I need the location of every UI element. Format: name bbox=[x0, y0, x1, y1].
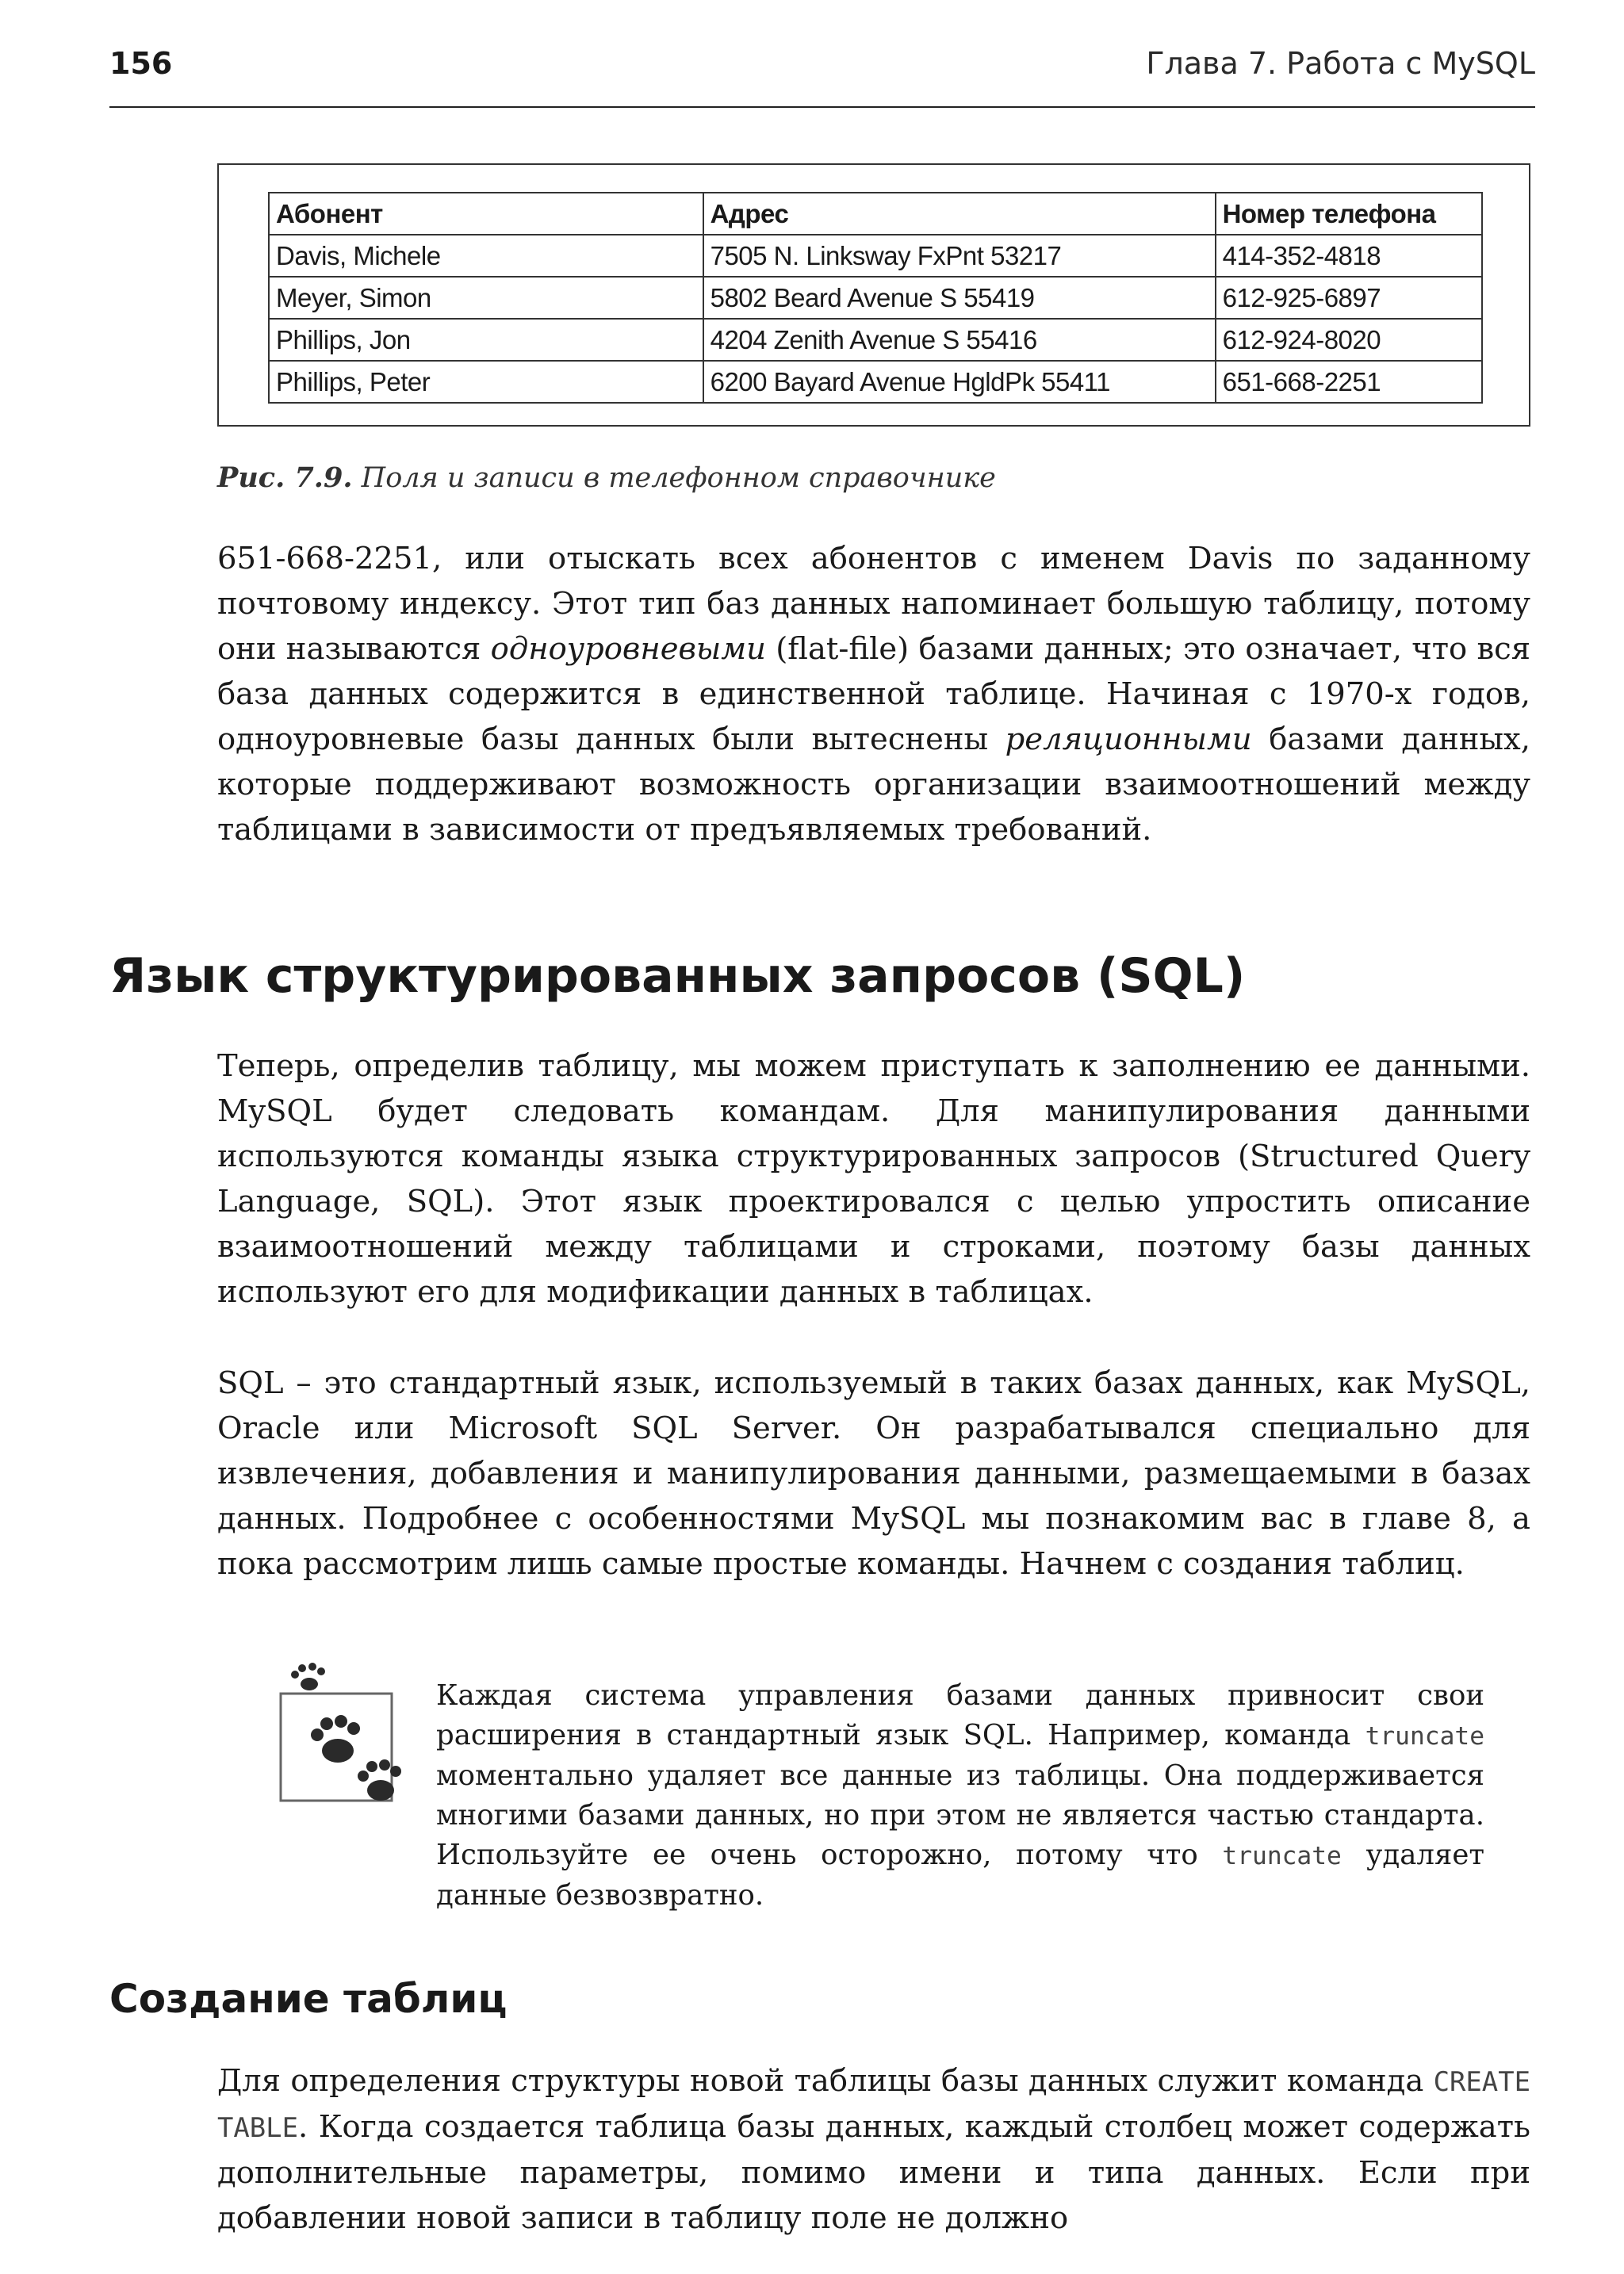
figure-caption bbox=[217, 461, 996, 494]
paragraph-create-table bbox=[217, 2058, 1530, 2241]
note-text: удаляет данные безвозвратно. bbox=[436, 1839, 1484, 1912]
table-cell-subscriber: Phillips, Peter bbox=[269, 361, 703, 403]
table-row bbox=[269, 235, 1482, 277]
note-text: моментально удаляет все данные из таблицы. Она поддерживается многими базами данных, но при этом не является частью стандарта. Используйте ее очень осторожно, потому что bbox=[436, 1759, 1484, 1871]
column-header-subscriber: Абонент bbox=[269, 193, 703, 235]
paragraph-flat-file bbox=[217, 536, 1530, 852]
page-number: 156 bbox=[109, 46, 173, 81]
column-header-address: Адрес bbox=[703, 193, 1216, 235]
section-heading-create-tables: Создание таблиц bbox=[109, 1976, 508, 2022]
table-header-row bbox=[269, 193, 1482, 235]
note-truncate bbox=[436, 1676, 1484, 1916]
table-row bbox=[269, 277, 1482, 319]
code-create-table: CREATE TABLE bbox=[217, 2066, 1530, 2143]
code-truncate: truncate bbox=[1365, 1722, 1484, 1751]
paragraph-text: Для определения структуры новой таблицы базы данных служит команда bbox=[217, 2063, 1434, 2099]
paragraph-text: базами данных, которые поддерживают возможность организации взаимоотношений между таблицами в зависимости от предъявляемых требований. bbox=[217, 722, 1530, 848]
emphasis-term: реляционными bbox=[1005, 722, 1252, 757]
table-cell-address: 4204 Zenith Avenue S 55416 bbox=[703, 319, 1216, 361]
paragraph-text: (flat-file) базами данных; это означает, что вся база данных содержится в единственной таблице. Начиная с 1970-х годов, одноуровневые базы данных были вытеснены bbox=[217, 631, 1531, 757]
table-cell-address: 5802 Beard Avenue S 55419 bbox=[703, 277, 1216, 319]
paw-prints-note-icon bbox=[276, 1662, 411, 1813]
paragraph-text: 651-668-2251, или отыскать всех абонентов с именем Davis по заданному почтовому индексу. Этот тип баз данных напоминает большую таблицу, потому они называются bbox=[217, 541, 1530, 667]
paragraph-text: . Когда создается таблица базы данных, каждый столбец может содержать дополнительные параметры, помимо имени и типа данных. Если при добавлении новой записи в таблицу поле не должно bbox=[217, 2109, 1530, 2236]
table-cell-address: 7505 N. Linksway FxPnt 53217 bbox=[703, 235, 1216, 277]
table-cell-phone: 612-924-8020 bbox=[1216, 319, 1482, 361]
note-text: Каждая система управления базами данных привносит свои расширения в стандартный язык SQL. Например, команда bbox=[436, 1679, 1484, 1751]
emphasis-term: одноуровневыми bbox=[490, 631, 766, 667]
phonebook-table bbox=[268, 192, 1483, 404]
figure-caption-text: Поля и записи в телефонном справочнике bbox=[361, 462, 996, 494]
header-rule bbox=[109, 106, 1535, 108]
table-row bbox=[269, 361, 1482, 403]
table-cell-address: 6200 Bayard Avenue HgldPk 55411 bbox=[703, 361, 1216, 403]
table-cell-subscriber: Phillips, Jon bbox=[269, 319, 703, 361]
table-cell-phone: 414-352-4818 bbox=[1216, 235, 1482, 277]
table-cell-phone: 612-925-6897 bbox=[1216, 277, 1482, 319]
table-row bbox=[269, 319, 1482, 361]
code-truncate: truncate bbox=[1222, 1842, 1342, 1870]
column-header-phone: Номер телефона bbox=[1216, 193, 1482, 235]
running-head: Глава 7. Работа с MySQL bbox=[1146, 46, 1535, 81]
figure-caption-label: Рис. 7.9. bbox=[217, 461, 353, 494]
table-cell-subscriber: Meyer, Simon bbox=[269, 277, 703, 319]
paragraph-sql-standard: SQL – это стандартный язык, используемый в таких базах данных, как MySQL, Oracle или Microsoft SQL Server. Он разрабатывался специально для извлечения, добавления и манипулирования данными, размещаемыми в базах данных. Подробнее с особенностями MySQL мы познакомим вас в главе 8, а пока рассмотрим лишь самые простые команды. Начнем с создания таблиц. bbox=[217, 1365, 1530, 1582]
section-heading-sql: Язык структурированных запросов (SQL) bbox=[109, 948, 1246, 1004]
paragraph-sql-intro: Теперь, определив таблицу, мы можем приступать к заполнению ее данными. MySQL будет следовать командам. Для манипулирования данными используются команды языка структурированных запросов (Structured Query Language, SQL). Этот язык проектировался с целью упростить описание взаимоотношений между таблицами и строками, поэтому базы данных используют его для модификации данных в таблицах. bbox=[217, 1048, 1530, 1310]
figure-frame bbox=[217, 163, 1530, 427]
table-cell-phone: 651-668-2251 bbox=[1216, 361, 1482, 403]
table-cell-subscriber: Davis, Michele bbox=[269, 235, 703, 277]
